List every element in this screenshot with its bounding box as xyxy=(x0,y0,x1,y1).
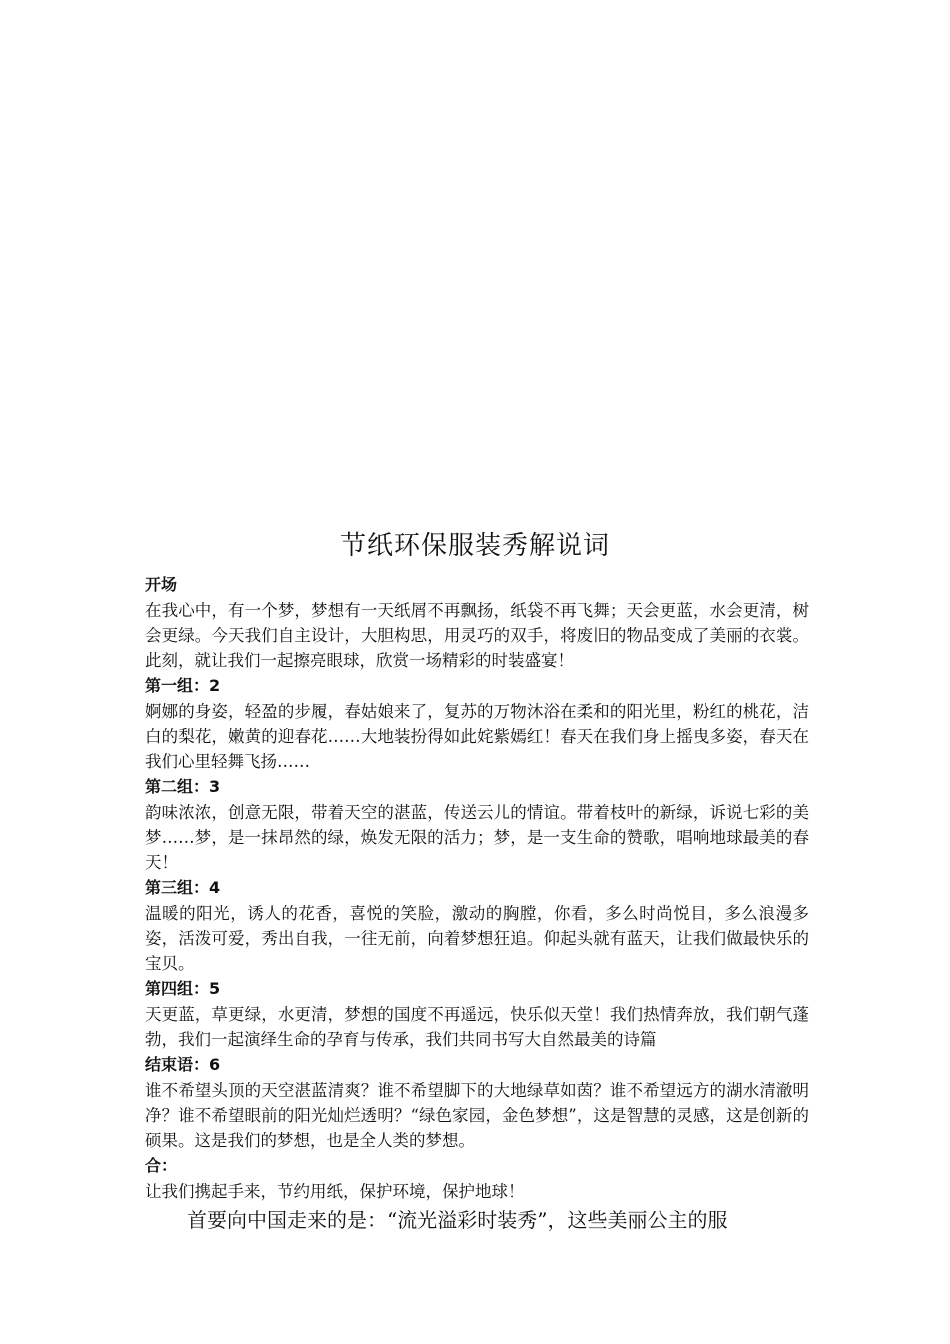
section-opening xyxy=(145,572,809,673)
section-heading: 第一组：2 xyxy=(145,676,221,695)
document-body xyxy=(145,572,809,1236)
section-heading: 第二组：3 xyxy=(145,777,221,796)
section-heading: 第四组：5 xyxy=(145,979,221,998)
section-heading: 结束语：6 xyxy=(145,1055,221,1074)
section-together xyxy=(145,1153,809,1204)
section-group-1 xyxy=(145,673,809,774)
section-group-2 xyxy=(145,774,809,875)
section-heading: 合： xyxy=(145,1156,178,1175)
section-text: 让我们携起手来，节约用纸，保护环境，保护地球！ xyxy=(145,1182,525,1201)
section-heading: 开场 xyxy=(145,575,178,594)
section-text: 在我心中，有一个梦，梦想有一天纸屑不再飘扬，纸袋不再飞舞；天会更蓝，水会更清，树会更绿。今天我们自主设计，大胆构思，用灵巧的双手，将废旧的物品变成了美丽的衣裳。此刻，就让我们一起擦亮眼球，欣赏一场精彩的时装盛宴！ xyxy=(145,601,809,670)
section-text: 温暖的阳光，诱人的花香，喜悦的笑脸，激动的胸膛，你看，多么时尚悦目，多么浪漫多姿，活泼可爱，秀出自我，一往无前，向着梦想狂追。仰起头就有蓝天，让我们做最快乐的宝贝。 xyxy=(145,904,809,973)
section-text: 天更蓝，草更绿，水更清，梦想的国度不再遥远，快乐似天堂！我们热情奔放，我们朝气蓬勃，我们一起演绎生命的孕育与传承，我们共同书写大自然最美的诗篇 xyxy=(145,1005,809,1049)
section-closing xyxy=(145,1052,809,1153)
section-group-4 xyxy=(145,976,809,1052)
section-heading: 第三组：4 xyxy=(145,878,221,897)
section-text: 韵味浓浓，创意无限，带着天空的湛蓝，传送云儿的情谊。带着枝叶的新绿，诉说七彩的美梦……梦，是一抹昂然的绿，焕发无限的活力；梦，是一支生命的赞歌，唱响地球最美的春天！ xyxy=(145,803,809,872)
document-title: 节纸环保服装秀解说词 xyxy=(339,531,610,561)
section-group-3 xyxy=(145,875,809,976)
section-text: 婀娜的身姿，轻盈的步履，春姑娘来了，复苏的万物沐浴在柔和的阳光里，粉红的桃花，洁白的梨花，嫩黄的迎春花……大地装扮得如此姹紫嫣红！春天在我们身上摇曳多姿，春天在我们心里轻舞飞扬…… xyxy=(145,702,809,771)
section-text: 谁不希望头顶的天空湛蓝清爽？谁不希望脚下的大地绿草如茵？谁不希望远方的湖水清澈明净？谁不希望眼前的阳光灿烂透明？“绿色家园，金色梦想”，这是智慧的灵感，这是创新的硕果。这是我们的梦想，也是全人类的梦想。 xyxy=(145,1081,809,1150)
closing-line: 首要向中国走来的是：“流光溢彩时装秀”，这些美丽公主的服 xyxy=(187,1208,728,1232)
